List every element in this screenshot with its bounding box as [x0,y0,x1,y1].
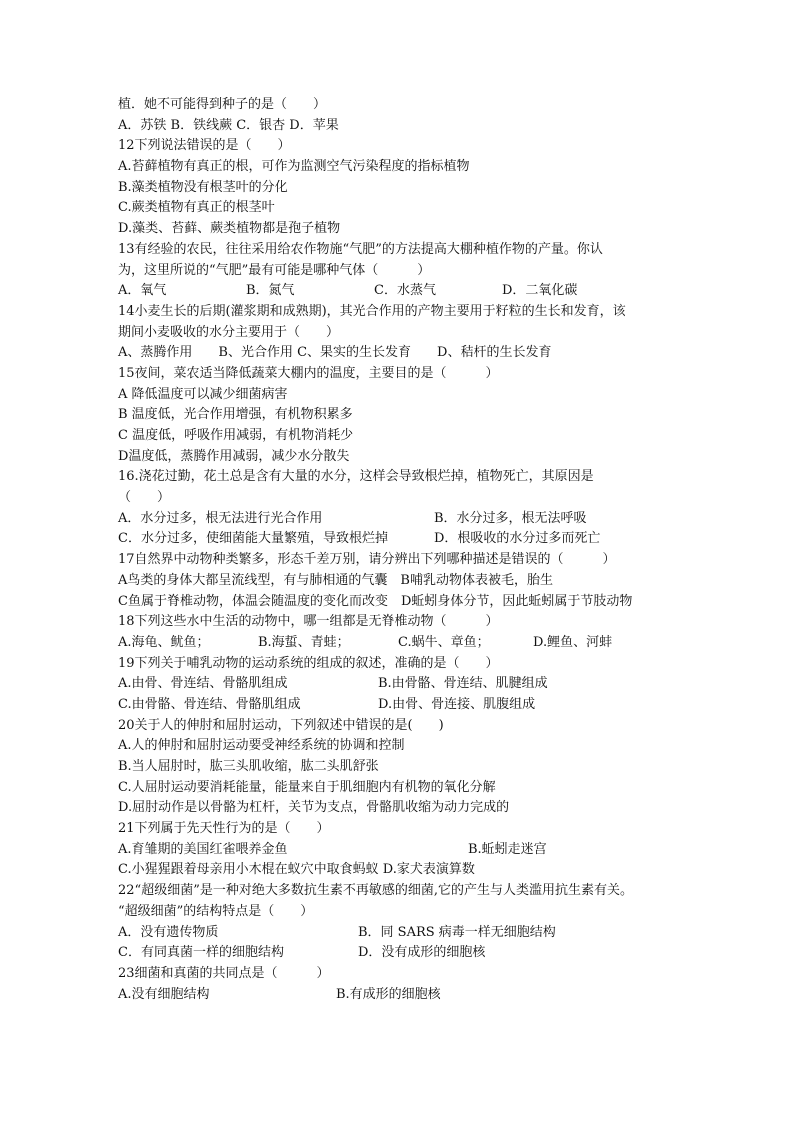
question-13: 13有经验的农民，往往采用给农作物施“气肥”的方法提高大棚种植作物的产量。你认 [118,241,603,257]
question-21: 21下列属于先天性行为的是（ ） [118,821,330,837]
question-text-block [118,95,688,1005]
question-23: 23细菌和真菌的共同点是（ ） [118,965,330,981]
option-line: A、蒸腾作用 B、光合作用 C、果实的生长发育 D、秸杆的生长发育 [118,345,552,361]
question-17: 17自然界中动物种类繁多，形态千差万别，请分辨出下列哪种描述是错误的（ ） [118,552,616,568]
option-line: A.人的伸肘和屈肘运动要受神经系统的协调和控制 [118,738,405,754]
option: A．水分过多，根无法进行光合作用 [118,510,323,526]
option-line: A鸟类的身体大都呈流线型，有与肺相通的气囊 B哺乳动物体表被毛，胎生 [118,572,553,588]
option: A．没有遗传物质 [118,924,219,940]
option-row [118,943,688,964]
option: D．二氧化碳 [502,283,578,299]
text-line: 为，这里所说的“气肥”最有可能是哪种气体（ ） [118,262,431,278]
option: B.蚯蚓走迷宫 [468,841,547,857]
option-line: A.苔藓植物有真正的根，可作为监测空气污染程度的指标植物 [118,159,470,175]
text-line: 植．她不可能得到种子的是（ ） [118,97,327,112]
question-22: 22“超级细菌”是一种对绝大多数抗生素不再敏感的细菌,它的产生与人类滥用抗生素有关。 [118,883,633,899]
option-line: C.人屈肘运动要消耗能量，能量来自于肌细胞内有机物的氧化分解 [118,779,496,795]
text-line: A．苏铁 B．铁线蕨 C．银杏 D．苹果 [118,117,339,133]
question-18: 18下列这些水中生活的动物中，哪一组都是无脊椎动物（ ） [118,614,499,630]
question-16: 16.浇花过勤，花土总是含有大量的水分，这样会导致根烂掉，植物死亡，其原因是 [118,469,594,485]
option-row [118,985,688,1006]
option: C.由骨骼、骨连结、骨骼肌组成 [118,696,301,712]
text-line: “超级细菌”的结构特点是（ ） [118,903,314,919]
question-20: 20关于人的伸肘和屈肘运动，下列叙述中错误的是( ) [118,717,444,733]
option-line: C 温度低，呼吸作用减弱，有机物消耗少 [118,428,354,443]
option: A.没有细胞结构 [118,986,210,1002]
option: B．水分过多，根无法呼吸 [434,510,587,526]
option: A.海龟、鱿鱼； [118,634,210,650]
option: D.鲤鱼、河蚌 [533,634,613,650]
option-line: D.藻类、苔藓、蕨类植物都是孢子植物 [118,221,341,237]
option: C．水蒸气 [374,283,436,299]
option-row [118,840,688,861]
question-19: 19下列关于哺乳动物的运动系统的组成的叙述，准确的是（ ） [118,655,499,671]
option: D．没有成形的细胞核 [358,945,486,961]
option: B.由骨骼、骨连结、肌腱组成 [378,676,548,692]
option-line: B 温度低，光合作用增强，有机物积累多 [118,407,353,423]
option-row [118,633,688,654]
option-row [118,695,688,716]
question-15: 15夜间，菜农适当降低蔬菜大棚内的温度，主要目的是（ ） [118,365,499,381]
option: C．水分过多，使细菌能大量繁殖，导致根烂掉 [118,531,388,547]
option-line: C鱼属于脊椎动物，体温会随温度的变化而改变 D蚯蚓身体分节，因此蚯蚓属于节肢动物 [118,593,633,609]
option-line: A 降低温度可以减少细菌病害 [118,386,288,402]
option: B.有成形的细胞核 [336,986,441,1002]
text-line: 期间小麦吸收的水分主要用于（ ） [118,324,340,340]
option: A.育雏期的美国红雀喂养金鱼 [118,841,288,857]
option-line: D.屈肘动作是以骨骼为杠杆，关节为支点，骨骼肌收缩为动力完成的 [118,800,510,816]
option: C.蜗牛、章鱼； [398,634,490,650]
option-row [118,923,688,944]
option: B．同 SARS 病毒一样无细胞结构 [358,924,556,940]
option: D.由骨、骨连接、肌腹组成 [378,696,536,712]
option-line: C.小猩猩跟着母亲用小木棍在蚁穴中取食蚂蚁 D.家犬表演算数 [118,862,475,878]
option-line: D温度低，蒸腾作用减弱，减少水分散失 [118,448,350,464]
option-line: B.藻类植物没有根茎叶的分化 [118,179,288,195]
option: C．有同真菌一样的细胞结构 [118,945,284,961]
option-row [118,674,688,695]
text-line: （ ） [118,490,171,506]
option: B.海蜇、青蛙； [258,634,350,650]
option-row [118,529,688,550]
option: A．氧气 [118,283,167,299]
option: A.由骨、骨连结、骨骼肌组成 [118,676,288,692]
question-14: 14小麦生长的后期(灌浆期和成熟期)，其光合作用的产物主要用于籽粒的生长和发育，该 [118,303,626,319]
option: D．根吸收的水分过多而死亡 [434,531,601,547]
option-line: B.当人屈肘时，肱三头肌收缩，肱二头肌舒张 [118,759,379,774]
option-line: C.蕨类植物有真正的根茎叶 [118,200,275,216]
option-row [118,281,688,302]
option: B．氮气 [246,283,295,299]
question-12: 12下列说法错误的是（ ） [118,138,291,154]
option-row [118,509,688,530]
